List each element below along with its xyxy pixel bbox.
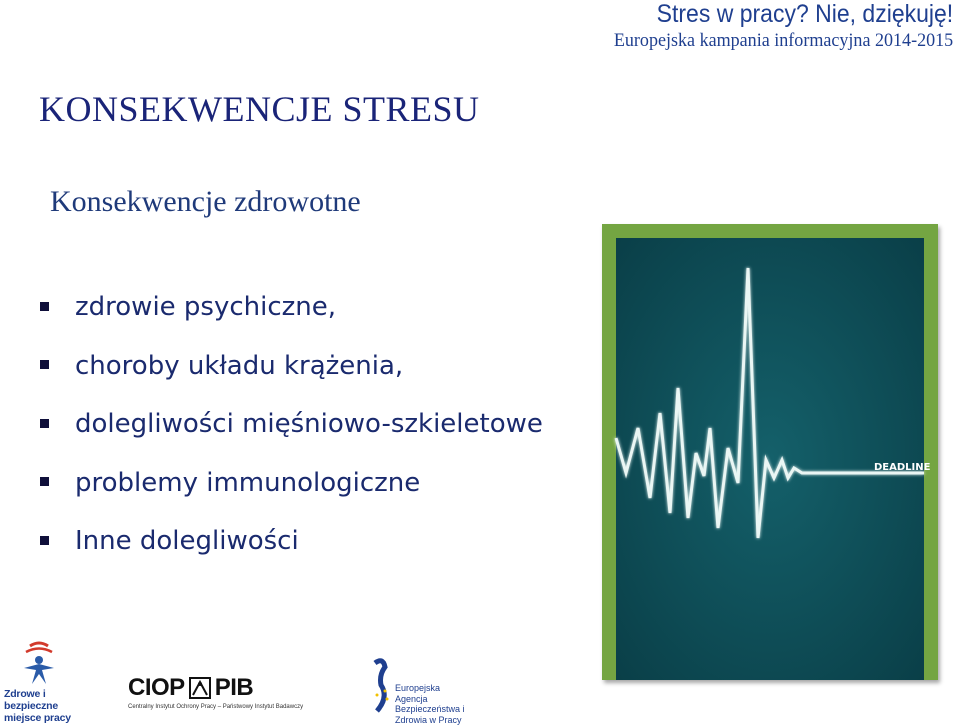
bullet-item bbox=[40, 512, 543, 571]
bullet-item bbox=[40, 337, 543, 396]
bullet-item bbox=[40, 395, 543, 454]
healthy-workplaces-text: Zdrowe i bezpieczne miejsce pracy bbox=[4, 688, 71, 724]
bullet-square-icon bbox=[40, 477, 49, 486]
deadline-label: DEADLINE bbox=[874, 462, 931, 473]
bullet-square-icon bbox=[40, 302, 49, 311]
campaign-title: Stres w pracy? Nie, dziękuję! bbox=[656, 0, 953, 28]
eu-osha-text: Europejska Agencja Bezpieczeństwa i Zdrowia w Pracy bbox=[395, 683, 465, 725]
bullet-list bbox=[40, 278, 543, 571]
bullet-text: dolegliwości mięśniowo-szkieletowe bbox=[75, 409, 543, 440]
deadline-image-frame bbox=[602, 224, 938, 680]
bullet-square-icon bbox=[40, 360, 49, 369]
bullet-item bbox=[40, 454, 543, 513]
logo-ciop-pib bbox=[128, 674, 304, 714]
ciop-left-text: CIOP bbox=[128, 674, 185, 701]
image-background bbox=[616, 238, 924, 680]
healthy-workplaces-emblem-icon bbox=[16, 640, 62, 688]
eu-osha-emblem-icon bbox=[367, 655, 397, 715]
bullet-item bbox=[40, 278, 543, 337]
bullet-text: Inne dolegliwości bbox=[75, 526, 299, 557]
deadline-heartbeat-image bbox=[616, 238, 931, 680]
bullet-square-icon bbox=[40, 536, 49, 545]
bullet-text: problemy immunologiczne bbox=[75, 467, 421, 498]
bullet-text: choroby układu krążenia, bbox=[75, 350, 404, 381]
campaign-subtitle: Europejska kampania informacyjna 2014-2015 bbox=[613, 30, 953, 51]
ciop-subtitle: Centralny Instytut Ochrony Pracy – Państwowy Instytut Badawczy bbox=[128, 704, 304, 710]
ciop-pib-wordmark bbox=[128, 674, 253, 702]
bullet-square-icon bbox=[40, 419, 49, 428]
ciop-emblem-icon bbox=[189, 677, 211, 699]
slide-title: KONSEKWENCJE STRESU bbox=[39, 89, 480, 129]
bullet-text: zdrowie psychiczne, bbox=[75, 292, 337, 323]
pib-right-text: PIB bbox=[214, 674, 254, 701]
logo-eu-osha bbox=[367, 655, 477, 725]
slide-subtitle: Konsekwencje zdrowotne bbox=[50, 185, 361, 218]
campaign-header bbox=[596, 0, 953, 54]
logo-healthy-workplaces bbox=[4, 640, 74, 724]
